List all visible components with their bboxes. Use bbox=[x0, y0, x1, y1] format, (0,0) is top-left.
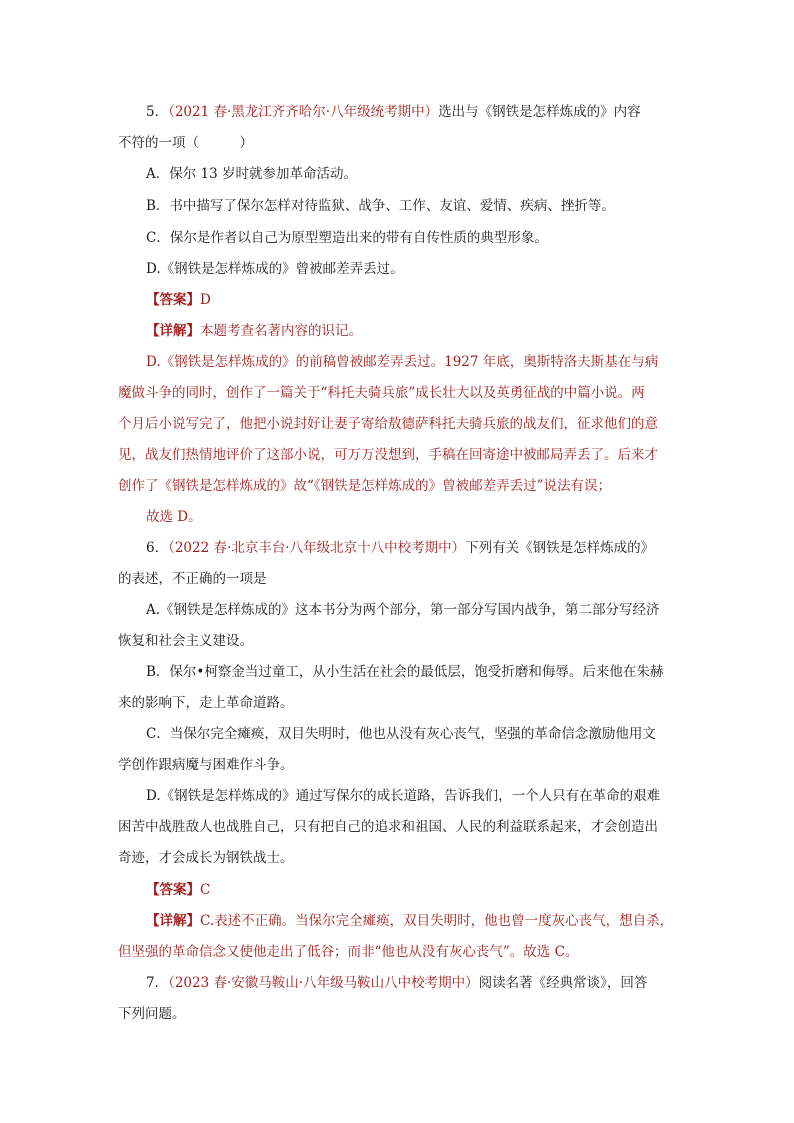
question-5-explain-line: 见，战友们热情地评价了这部小说，可万万没想到，手稿在回寄途中被邮局弄丢了。后来才 bbox=[118, 447, 658, 463]
answer-value: C bbox=[200, 882, 211, 898]
question-6-option-line: 奇迹，才会成长为钢铁战士。 bbox=[118, 850, 294, 866]
question-5-stem-2: 不符的一项（ ） bbox=[118, 135, 253, 151]
question-7-stem-2: 下列问题。 bbox=[118, 1006, 186, 1022]
answer-value: D bbox=[200, 292, 211, 308]
question-5-number: 5． bbox=[146, 104, 169, 120]
question-6-option-line: 困苦中战胜敌人也战胜自己，只有把自己的追求和祖国、人民的利益联系起来，才会创造出 bbox=[118, 819, 658, 835]
question-5-option-a: A．保尔 13 岁时就参加革命活动。 bbox=[146, 166, 358, 182]
question-5-stem-1: 选出与《钢铁是怎样炼成的》内容 bbox=[438, 104, 641, 120]
question-6-explain-line-2: 但坚强的革命信念又使他走出了低谷；而非“他也从没有灰心丧气”。故选 C。 bbox=[118, 944, 579, 960]
question-5-explain-intro bbox=[146, 321, 362, 341]
question-5-option-b: B．书中描写了保尔怎样对待监狱、战争、工作、友谊、爱情、疾病、挫折等。 bbox=[146, 198, 615, 214]
question-5-explain-line: 个月后小说写完了，他把小说封好让妻子寄给敖德萨科托夫骑兵旅的战友们，征求他们的意 bbox=[118, 416, 658, 432]
question-5-header bbox=[146, 102, 641, 122]
question-6-stem-1: 下列有关《钢铁是怎样炼成的》 bbox=[465, 540, 655, 556]
question-6-stem-2: 的表述，不正确的一项是 bbox=[118, 571, 267, 587]
explain-tag: 【详解】 bbox=[146, 323, 200, 339]
question-5-answer bbox=[146, 290, 211, 310]
question-5-explain-line: 故选 D。 bbox=[146, 509, 202, 525]
question-5-option-c: C．保尔是作者以自己为原型塑造出来的带有自传性质的典型形象。 bbox=[146, 230, 548, 246]
explain-tag: 【详解】 bbox=[146, 913, 200, 929]
question-6-option-line: A.《钢铁是怎样炼成的》这本书分为两个部分，第一部分写国内战争，第二部分写经济 bbox=[146, 602, 660, 618]
question-6-option-line: C．当保尔完全瘫痪，双目失明时，他也从没有灰心丧气，坚强的革命信念激励他用文 bbox=[146, 726, 656, 742]
question-5-explain-line: 创作了《钢铁是怎样炼成的》故“《钢铁是怎样炼成的》曾被邮差弄丢过”说法有误； bbox=[118, 478, 612, 494]
question-7-header bbox=[146, 973, 647, 993]
question-6-explain bbox=[146, 911, 673, 931]
question-5-explain-line: D.《钢铁是怎样炼成的》的前稿曾被邮差弄丢过。1927 年底，奥斯特洛夫斯基在与病 bbox=[146, 354, 659, 370]
question-5-option-d: D.《钢铁是怎样炼成的》曾被邮差弄丢过。 bbox=[146, 261, 404, 277]
question-7-source: （2023 春·安徽马鞍山·八年级马鞍山八中校考期中） bbox=[168, 975, 479, 991]
question-7-number: 7． bbox=[146, 975, 169, 991]
question-6-option-line: D.《钢铁是怎样炼成的》通过写保尔的成长道路，告诉我们，一个人只有在革命的艰难 bbox=[146, 788, 661, 804]
question-6-option-line: 学创作跟病魔与困难作斗争。 bbox=[118, 757, 294, 773]
question-5-explain-line: 魔做斗争的同时，创作了一篇关于“科托夫骑兵旅”成长壮大以及英勇征战的中篇小说。两 bbox=[118, 385, 645, 401]
question-6-option-line: B．保尔•柯察金当过童工，从小生活在社会的最低层，饱受折磨和侮辱。后来他在朱赫 bbox=[146, 664, 664, 680]
question-6-option-line: 来的影响下，走上革命道路。 bbox=[118, 695, 294, 711]
question-6-header bbox=[146, 538, 654, 558]
question-6-answer bbox=[146, 880, 210, 900]
question-7-stem-1: 阅读名著《经典常谈》，回答 bbox=[478, 975, 648, 991]
question-6-number: 6． bbox=[146, 540, 169, 556]
answer-tag: 【答案】 bbox=[146, 882, 200, 898]
answer-tag: 【答案】 bbox=[146, 292, 200, 308]
question-6-source: （2022 春·北京丰台·八年级北京十八中校考期中） bbox=[168, 540, 466, 556]
explain-line-1: C.表述不正确。当保尔完全瘫痪，双目失明时，他也曾一度灰心丧气，想自杀， bbox=[200, 913, 674, 929]
question-5-source: （2021 春·黑龙江齐齐哈尔·八年级统考期中） bbox=[168, 104, 439, 120]
question-6-option-line: 恢复和社会主义建设。 bbox=[118, 633, 253, 649]
explain-intro: 本题考查名著内容的识记。 bbox=[200, 323, 362, 339]
